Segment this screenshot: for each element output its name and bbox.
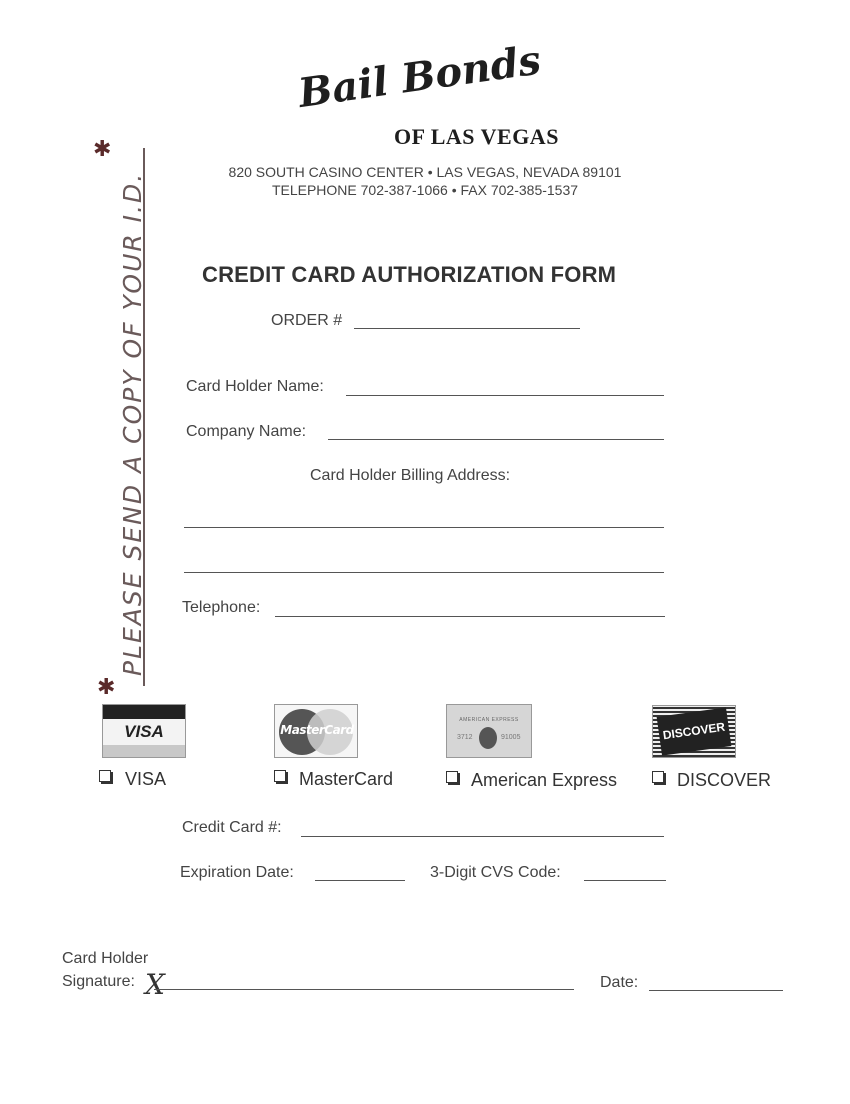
credit-card-label: Credit Card #:	[182, 819, 282, 836]
telephone-input[interactable]	[275, 616, 665, 617]
signature-label-top: Card Holder	[62, 950, 149, 967]
expiration-label: Expiration Date:	[180, 864, 294, 881]
signature-x-mark: X	[145, 968, 165, 1001]
date-input[interactable]	[649, 990, 783, 991]
credit-card-input[interactable]	[301, 836, 664, 837]
telephone-label: Telephone:	[182, 599, 261, 616]
mastercard-option-label: MasterCard	[299, 769, 394, 789]
signature-input[interactable]	[154, 989, 574, 990]
logo-script: Bail Bonds	[295, 36, 544, 117]
phone-line: TELEPHONE 702-387-1066 • FAX 702-385-1537	[271, 182, 579, 198]
billing-address-label: Card Holder Billing Address:	[310, 467, 511, 484]
star-icon: ✱	[93, 136, 112, 161]
mastercard-checkbox[interactable]	[274, 770, 286, 782]
signature-label-bottom: Signature:	[62, 973, 135, 990]
cvs-label: 3-Digit CVS Code:	[430, 864, 561, 881]
address-line: 820 SOUTH CASINO CENTER • LAS VEGAS, NEVADA 89101	[228, 164, 622, 180]
company-name-label: Company Name:	[186, 423, 307, 440]
discover-option-label: DISCOVER	[677, 770, 772, 790]
american-express-checkbox[interactable]	[446, 771, 458, 783]
star-icon: ✱	[97, 674, 116, 699]
american-express-logo: AMERICAN EXPRESS 3712 91005	[446, 704, 532, 758]
billing-address-line-2[interactable]	[184, 572, 664, 573]
visa-logo: VISA	[102, 704, 186, 758]
card-holder-name-input[interactable]	[346, 395, 664, 396]
company-name-input[interactable]	[328, 439, 664, 440]
card-holder-name-label: Card Holder Name:	[186, 378, 324, 395]
discover-logo: DISCOVER	[652, 705, 736, 758]
form-title: CREDIT CARD AUTHORIZATION FORM	[202, 262, 617, 287]
billing-address-line-1[interactable]	[184, 527, 664, 528]
cvs-input[interactable]	[584, 880, 666, 881]
expiration-input[interactable]	[315, 880, 405, 881]
visa-checkbox[interactable]	[99, 770, 111, 782]
side-note: PLEASE SEND A COPY OF YOUR I.D.	[118, 171, 147, 676]
american-express-option-label: American Express	[471, 770, 618, 790]
order-input[interactable]	[354, 328, 580, 329]
mastercard-logo: MasterCard	[274, 704, 358, 758]
logo-subtitle: OF LAS VEGAS	[394, 124, 559, 149]
discover-checkbox[interactable]	[652, 771, 664, 783]
visa-option-label: VISA	[125, 769, 167, 789]
date-label: Date:	[600, 974, 639, 991]
order-label: ORDER #	[271, 312, 343, 329]
